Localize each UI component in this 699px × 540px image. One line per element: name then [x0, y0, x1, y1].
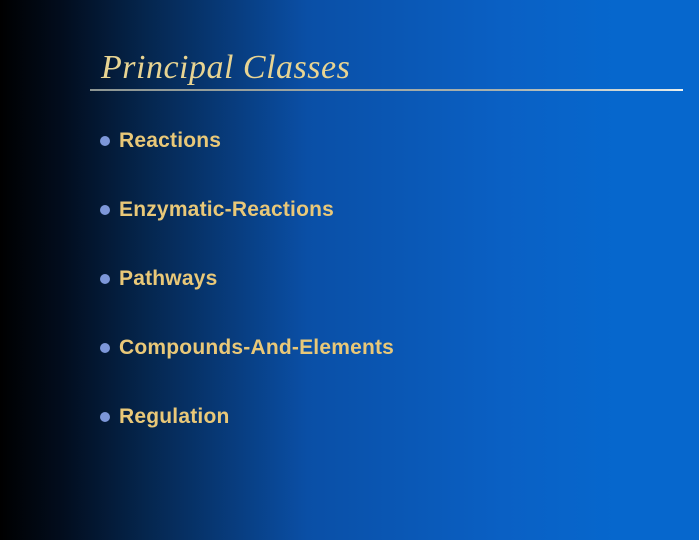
list-item: [100, 199, 394, 221]
list-item-label: Enzymatic-Reactions: [119, 198, 335, 221]
bullet-icon: [100, 343, 110, 353]
list-item-label: Pathways: [119, 267, 218, 290]
title-divider-rule: [90, 89, 683, 91]
bullet-icon: [100, 136, 110, 146]
list-item-label: Compounds-And-Elements: [119, 336, 395, 359]
list-item-label: Reactions: [119, 129, 222, 152]
bullet-list: [100, 130, 394, 428]
bullet-icon: [100, 205, 110, 215]
bullet-icon: [100, 274, 110, 284]
list-item: [100, 337, 394, 359]
list-item: [100, 268, 394, 290]
slide-title: Principal Classes: [101, 48, 351, 86]
bullet-icon: [100, 412, 110, 422]
list-item: [100, 130, 394, 152]
list-item-label: Regulation: [119, 405, 230, 428]
list-item: [100, 406, 394, 428]
